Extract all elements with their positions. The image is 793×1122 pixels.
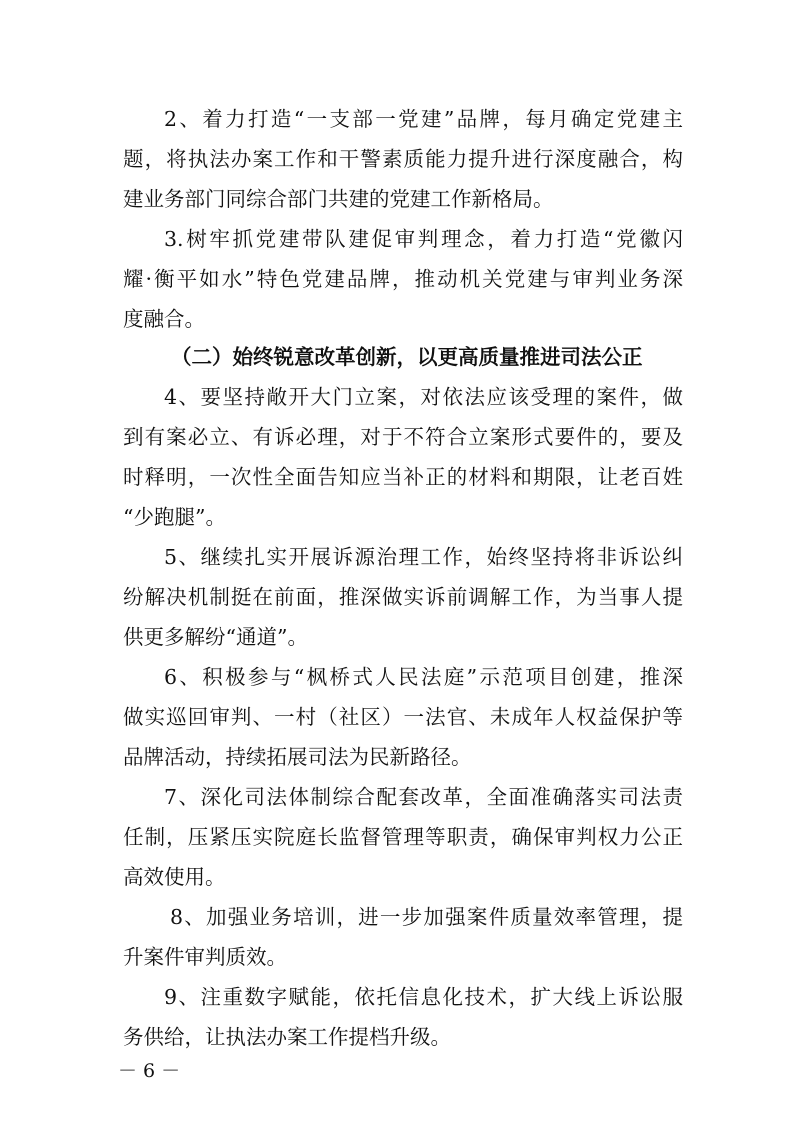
paragraph-2-line-1: 2、着力打造“一支部一党建”品牌，每月确定党建主 — [164, 107, 683, 131]
paragraph-2-line-3: 建业务部门同综合部门共建的党建工作新格局。 — [123, 187, 554, 211]
paragraph-4-line-3: 时释明，一次性全面告知应当补正的材料和期限，让老百姓 — [123, 465, 683, 489]
paragraph-6-line-1: 6、积极参与“枫桥式人民法庭”示范项目创建，推深 — [164, 665, 683, 689]
page-number: － 6 － — [118, 1060, 181, 1082]
paragraph-8-line-1: 8、加强业务培训，进一步加强案件质量效率管理，提 — [170, 905, 683, 929]
paragraph-7-line-2: 任制，压紧压实院庭长监督管理等职责，确保审判权力公正 — [123, 825, 683, 849]
paragraph-7-line-3: 高效使用。 — [123, 865, 226, 889]
paragraph-4-line-4: “少跑腿”。 — [123, 505, 226, 529]
paragraph-3-line-3: 度融合。 — [123, 307, 205, 331]
paragraph-7-line-1: 7、深化司法体制综合配套改革，全面准确落实司法责 — [164, 785, 683, 809]
paragraph-9-line-2: 务供给，让执法办案工作提档升级。 — [123, 1025, 451, 1049]
paragraph-3-line-2: 耀·衡平如水”特色党建品牌，推动机关党建与审判业务深 — [123, 267, 683, 291]
paragraph-2-line-2: 题，将执法办案工作和干警素质能力提升进行深度融合，构 — [123, 147, 683, 171]
paragraph-9-line-1: 9、注重数字赋能，依托信息化技术，扩大线上诉讼服 — [164, 985, 683, 1009]
paragraph-5-line-3: 供更多解纷“通道”。 — [123, 625, 308, 649]
paragraph-8-line-2: 升案件审判质效。 — [123, 945, 287, 969]
paragraph-5-line-1: 5、继续扎实开展诉源治理工作，始终坚持将非诉讼纠 — [164, 545, 683, 569]
paragraph-5-line-2: 纷解决机制挺在前面，推深做实诉前调解工作，为当事人提 — [123, 585, 683, 609]
paragraph-3-line-1: 3.树牢抓党建带队建促审判理念，着力打造“党徽闪 — [164, 227, 683, 251]
section-heading: （二）始终锐意改革创新，以更高质量推进司法公正 — [171, 345, 643, 369]
paragraph-6-line-2: 做实巡回审判、一村（社区）一法官、未成年人权益保护等 — [123, 705, 683, 729]
paragraph-6-line-3: 品牌活动，持续拓展司法为民新路径。 — [123, 745, 472, 769]
paragraph-4-line-1: 4、要坚持敞开大门立案，对依法应该受理的案件，做 — [164, 385, 683, 409]
paragraph-4-line-2: 到有案必立、有诉必理，对于不符合立案形式要件的，要及 — [123, 425, 683, 449]
